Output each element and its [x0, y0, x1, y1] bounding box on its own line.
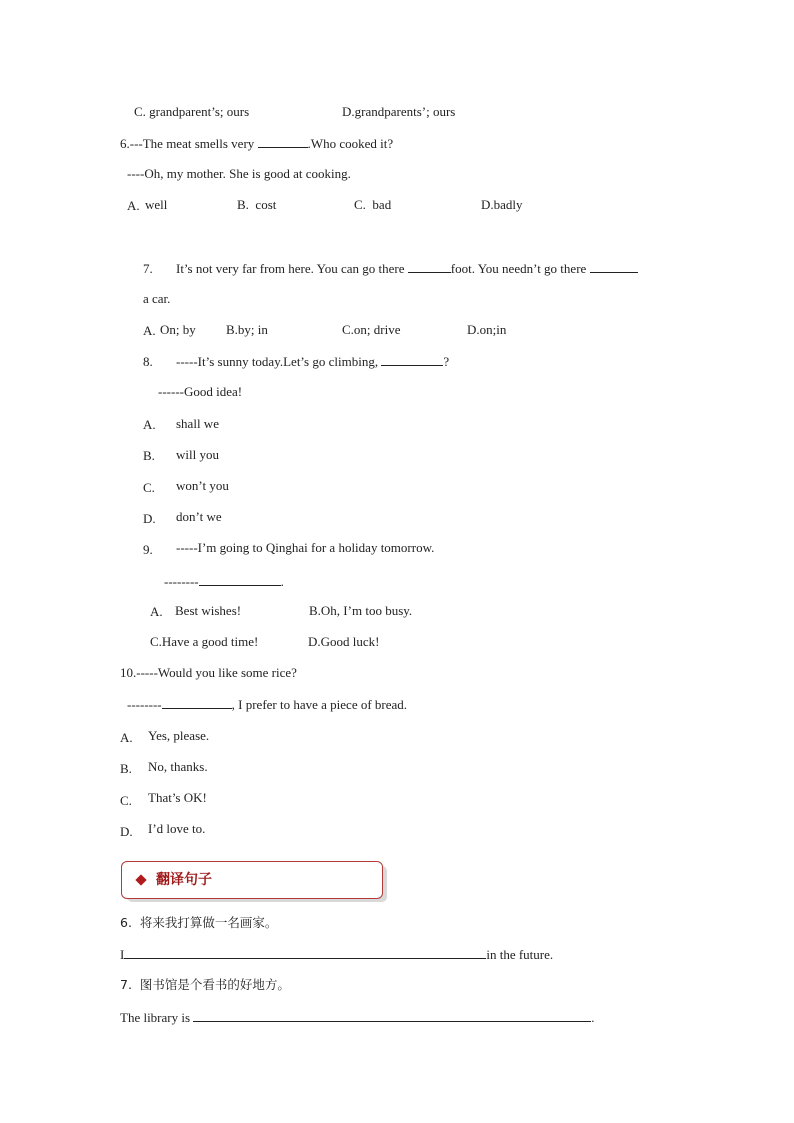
section-header — [121, 861, 383, 899]
q8-blank — [381, 353, 443, 366]
q6-option-d: D.badly — [481, 197, 523, 212]
q9-option-a: Best wishes! — [175, 603, 242, 618]
q10-option-a: Yes, please. — [148, 728, 210, 743]
q5-option-d: D.grandparents’; ours — [342, 104, 456, 119]
translate-6-answer: I in the future. — [120, 947, 554, 962]
q10-option-c-letter: C. — [120, 793, 132, 808]
q6-reply: ----Oh, my mother. She is good at cooking. — [127, 166, 351, 181]
diamond-icon — [135, 874, 146, 885]
q8-option-c-letter: C. — [143, 480, 155, 495]
section-title: 翻译句子 — [156, 872, 212, 888]
q8-reply: ------Good idea! — [158, 384, 243, 399]
q7-option-a-letter: A. — [143, 323, 156, 338]
q9-reply: -------- . — [164, 574, 284, 589]
q10-option-b: No, thanks. — [148, 759, 208, 774]
q10-option-b-letter: B. — [120, 761, 132, 776]
translate-7-answer: The library is . — [120, 1010, 595, 1025]
q7-blank-2 — [590, 260, 638, 273]
q7-option-b: B.by; in — [226, 322, 268, 337]
q6-option-a: well — [145, 197, 168, 212]
q7-option-a: On; by — [160, 322, 196, 337]
q7-option-d: D.on;in — [467, 322, 507, 337]
q8-stem: -----It’s sunny today.Let’s go climbing, ? — [176, 354, 450, 369]
translate-6-prompt: 6. 将来我打算做一名画家。 — [120, 915, 278, 930]
q8-option-d-letter: D. — [143, 511, 156, 526]
q10-option-c: That’s OK! — [148, 790, 207, 805]
q7-number: 7. — [143, 261, 153, 276]
q7-option-c: C.on; drive — [342, 322, 401, 337]
q5-option-c: C. grandparent’s; ours — [134, 104, 250, 119]
q9-option-d: D.Good luck! — [308, 634, 380, 649]
q9-option-c: C.Have a good time! — [150, 634, 259, 649]
translate-7-blank[interactable] — [193, 1009, 591, 1022]
q9-stem: -----I’m going to Qinghai for a holiday tomorrow. — [176, 540, 435, 555]
q9-number: 9. — [143, 542, 153, 557]
q8-option-d: don’t we — [176, 509, 222, 524]
q9-option-a-letter: A. — [150, 604, 163, 619]
q10-stem: 10.-----Would you like some rice? — [120, 665, 297, 680]
q10-option-d: I’d love to. — [148, 821, 206, 836]
q8-number: 8. — [143, 354, 153, 369]
q8-option-a: shall we — [176, 416, 219, 431]
q10-option-d-letter: D. — [120, 824, 133, 839]
q6-option-c: C. bad — [354, 197, 392, 212]
q10-reply: -------- , I prefer to have a piece of bread. — [127, 697, 408, 712]
q8-option-c: won’t you — [176, 478, 229, 493]
q6-stem: 6.---The meat smells very .Who cooked it? — [120, 136, 394, 151]
q7-blank-1 — [408, 260, 451, 273]
q8-option-b-letter: B. — [143, 448, 155, 463]
q6-option-a-letter: A. — [127, 198, 140, 213]
q7-stem-cont: a car. — [143, 291, 171, 306]
q8-option-a-letter: A. — [143, 417, 156, 432]
q6-option-b: B. cost — [237, 197, 277, 212]
q9-option-b: B.Oh, I’m too busy. — [309, 603, 413, 618]
translate-6-blank[interactable] — [124, 946, 486, 959]
q10-option-a-letter: A. — [120, 730, 133, 745]
q6-blank — [258, 135, 308, 148]
q9-blank — [199, 573, 281, 586]
q8-option-b: will you — [176, 447, 219, 462]
translate-7-prompt: 7. 图书馆是个看书的好地方。 — [120, 977, 290, 992]
q10-blank — [162, 696, 232, 709]
q7-stem: It’s not very far from here. You can go there foot. You needn’t go there — [176, 260, 638, 277]
